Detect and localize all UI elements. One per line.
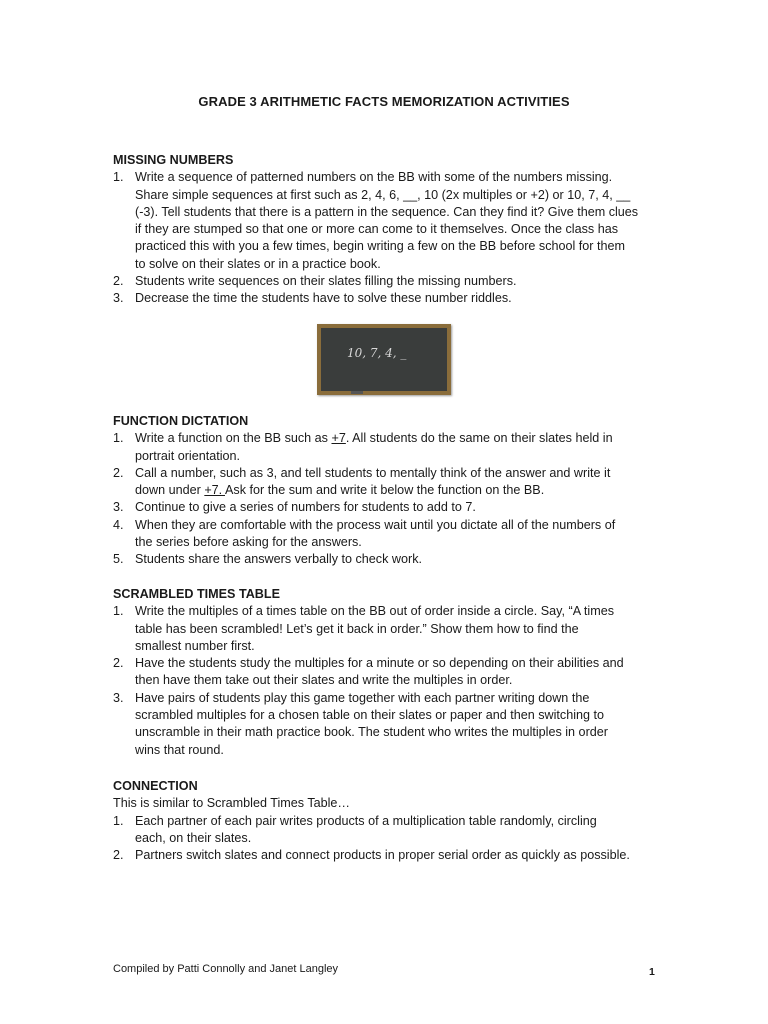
item-line: wins that round. bbox=[135, 742, 224, 757]
section-function-dictation bbox=[113, 413, 653, 569]
item-number: 3. bbox=[113, 500, 124, 515]
item-line: (-3). Tell students that there is a pattern in the sequence. Can they find it? Give them clues bbox=[135, 204, 639, 219]
underlined-function: +7 bbox=[331, 431, 346, 446]
list-item bbox=[113, 517, 653, 552]
list-item bbox=[113, 465, 653, 500]
item-line: Decrease the time the students have to solve these number riddles. bbox=[135, 291, 512, 306]
item-line: Call a number, such as 3, and tell students to mentally think of the answer and write it bbox=[135, 465, 611, 480]
section-heading: MISSING NUMBERS bbox=[113, 153, 234, 167]
item-line: practiced this with you a few times, begin writing a few on the BB before school for them bbox=[135, 239, 626, 254]
item-number: 2. bbox=[113, 274, 124, 289]
list-item bbox=[113, 655, 653, 690]
item-number: 3. bbox=[113, 690, 124, 705]
item-line: if they are stumped so that one or more can come to it themselves. Once the class has bbox=[135, 222, 618, 237]
page-number: 1 bbox=[649, 966, 655, 978]
item-line: Students share the answers verbally to check work. bbox=[135, 552, 422, 567]
section-intro: This is similar to Scrambled Times Table… bbox=[113, 796, 351, 811]
item-line: the series before asking for the answers. bbox=[135, 535, 362, 550]
item-line: unscramble in their math practice book. The student who writes the multiples in order bbox=[135, 725, 608, 740]
chalkboard-surface bbox=[321, 328, 447, 391]
item-number: 1. bbox=[113, 170, 124, 185]
chalkboard-text: 10, 7, 4, _ bbox=[347, 346, 407, 360]
numbered-list bbox=[113, 813, 653, 865]
item-line: Write the multiples of a times table on the BB out of order inside a circle. Say, “A times bbox=[135, 604, 615, 619]
list-item bbox=[113, 813, 653, 848]
text-run: down under bbox=[135, 483, 205, 498]
section-heading: SCRAMBLED TIMES TABLE bbox=[113, 587, 280, 601]
item-line: Have pairs of students play this game together with each partner writing down the bbox=[135, 690, 590, 705]
section-connection bbox=[113, 778, 653, 864]
item-line: Continue to give a series of numbers for students to add to 7. bbox=[135, 500, 476, 515]
item-number: 2. bbox=[113, 465, 124, 480]
list-item bbox=[113, 169, 653, 273]
list-item bbox=[113, 290, 653, 307]
item-line: to solve on their slates or in a practice book. bbox=[135, 256, 381, 271]
item-line bbox=[135, 430, 653, 447]
item-number: 4. bbox=[113, 517, 124, 532]
list-item bbox=[113, 273, 653, 290]
item-line: Have the students study the multiples for a minute or so depending on their abilities and bbox=[135, 656, 624, 671]
list-item bbox=[113, 690, 653, 759]
item-number: 1. bbox=[113, 813, 124, 828]
item-number: 1. bbox=[113, 431, 124, 446]
item-line: scrambled multiples for a chosen table on their slates or paper and then switching to bbox=[135, 708, 605, 723]
list-item bbox=[113, 430, 653, 465]
list-item bbox=[113, 551, 653, 568]
document-title: GRADE 3 ARITHMETIC FACTS MEMORIZATION ACTIVITIES bbox=[198, 94, 570, 109]
section-missing-numbers bbox=[113, 152, 653, 308]
chalk-eraser bbox=[351, 391, 363, 394]
text-run: . All students do the same on their slates held in bbox=[345, 431, 613, 446]
text-run: Write a function on the BB such as bbox=[135, 431, 332, 446]
item-number: 2. bbox=[113, 848, 124, 863]
underlined-function: +7. bbox=[204, 483, 225, 498]
text-run: Ask for the sum and write it below the function on the BB. bbox=[225, 483, 545, 498]
item-number: 1. bbox=[113, 604, 124, 619]
item-number: 5. bbox=[113, 552, 124, 567]
numbered-list bbox=[113, 430, 653, 568]
numbered-list bbox=[113, 169, 653, 307]
item-line: each, on their slates. bbox=[135, 830, 252, 845]
list-item bbox=[113, 499, 653, 516]
list-item bbox=[113, 847, 653, 864]
item-line: portrait orientation. bbox=[135, 448, 241, 463]
list-item bbox=[113, 603, 653, 655]
item-number: 3. bbox=[113, 291, 124, 306]
item-line: Partners switch slates and connect products in proper serial order as quickly as possible. bbox=[135, 848, 630, 863]
item-line: Share simple sequences at first such as 2, 4, 6, __, 10 (2x multiples or +2) or 10, 7, 4, __ bbox=[135, 187, 631, 202]
numbered-list bbox=[113, 603, 653, 759]
item-line: table has been scrambled! Let’s get it back in order.” Show them how to find the bbox=[135, 621, 579, 636]
item-number: 2. bbox=[113, 656, 124, 671]
section-heading: FUNCTION DICTATION bbox=[113, 414, 249, 428]
footer-credit: Compiled by Patti Connolly and Janet Langley bbox=[113, 963, 339, 975]
item-line: Write a sequence of patterned numbers on the BB with some of the numbers missing. bbox=[135, 170, 613, 185]
section-scrambled-times-table bbox=[113, 586, 653, 759]
item-line: When they are comfortable with the process wait until you dictate all of the numbers of bbox=[135, 517, 616, 532]
item-line bbox=[135, 482, 653, 499]
item-line: smallest number first. bbox=[135, 638, 255, 653]
item-line: then have them take out their slates and write the multiples in order. bbox=[135, 673, 513, 688]
item-line: Each partner of each pair writes products of a multiplication table randomly, circling bbox=[135, 813, 597, 828]
section-heading: CONNECTION bbox=[113, 779, 198, 793]
chalkboard-image bbox=[317, 324, 451, 395]
item-line: Students write sequences on their slates filling the missing numbers. bbox=[135, 274, 517, 289]
